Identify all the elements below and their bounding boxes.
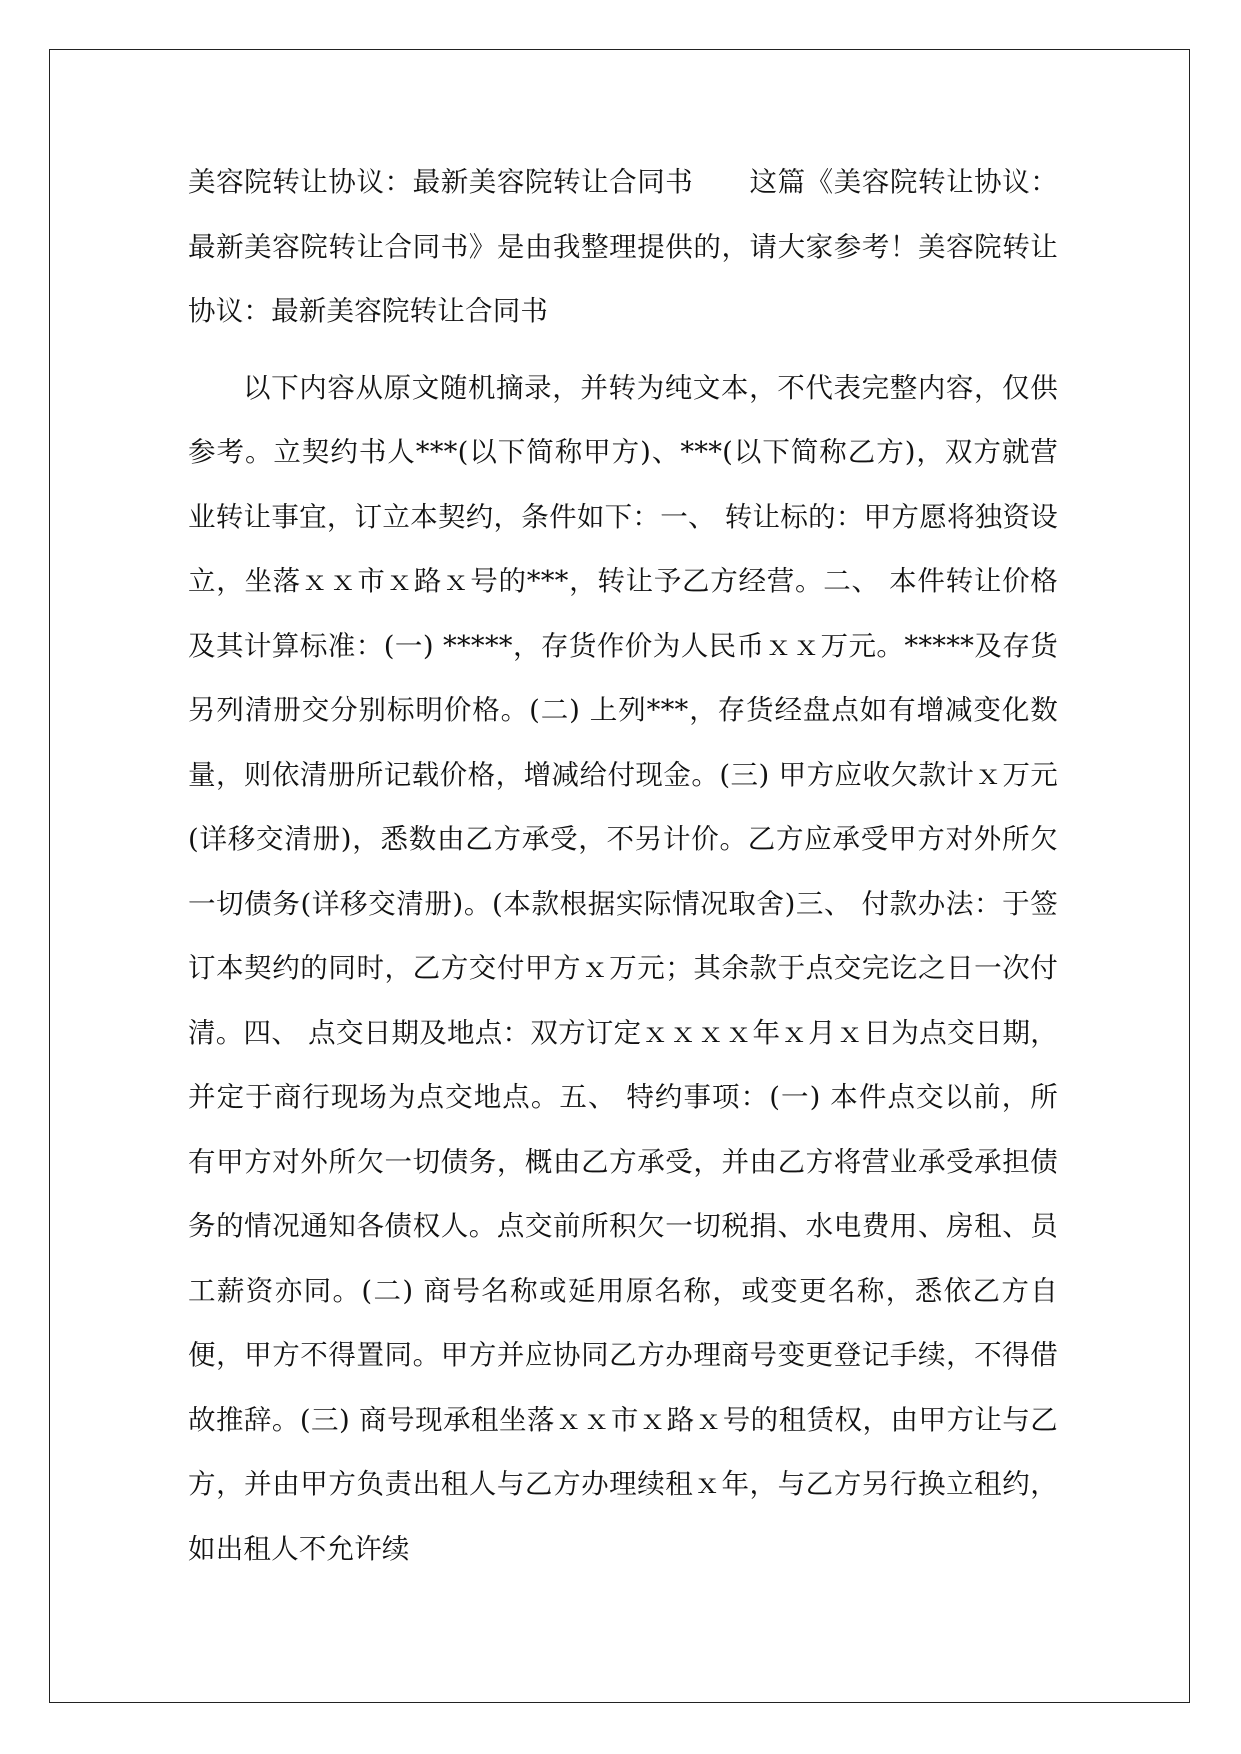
intro-paragraph: 美容院转让协议：最新美容院转让合同书 这篇《美容院转让协议：最新美容院转让合同书》是由我整理提供的，请大家参考！美容院转让协议：最新美容院转让合同书 (188, 166, 1058, 327)
document-body (188, 150, 1058, 1581)
contract-excerpt-paragraph: 以下内容从原文随机摘录，并转为纯文本，不代表完整内容，仅供参考。立契约书人***(以下简称甲方)、***(以下简称乙方)，双方就营业转让事宜，订立本契约，条件如下：一、 转让标的：甲方愿将独资设立，坐落ｘｘ市ｘ路ｘ号的***，转让予乙方经营。二、 本件转让价格及其计算标准：(一) *****，存货作价为人民币ｘｘ万元。*****及存货另列清册交分别标明价格。(二) 上列***，存货经盘点如有增减变化数量，则依清册所记载价格，增减给付现金。(三) 甲方应收欠款计ｘ万元(详移交清册)，悉数由乙方承受，不另计价。乙方应承受甲方对外所欠一切债务(详移交清册)。(本款根据实际情况取舍)三、 付款办法：于签订本契约的同时，乙方交付甲方ｘ万元；其余款于点交完讫之日一次付清。四、 点交日期及地点：双方订定ｘｘｘｘ年ｘ月ｘ日为点交日期，并定于商行现场为点交地点。五、 特约事项：(一) 本件点交以前，所有甲方对外所欠一切债务，概由乙方承受，并由乙方将营业承受承担债务的情况通知各债权人。点交前所积欠一切税捐、水电费用、房租、员工薪资亦同。(二) 商号名称或延用原名称，或变更名称，悉依乙方自便，甲方不得置同。甲方并应协同乙方办理商号变更登记手续，不得借故推辞。(三) 商号现承租坐落ｘｘ市ｘ路ｘ号的租赁权，由甲方让与乙方，并由甲方负责出租人与乙方办理续租ｘ年，与乙方另行换立租约，如出租人不允许续 (188, 371, 1058, 1565)
